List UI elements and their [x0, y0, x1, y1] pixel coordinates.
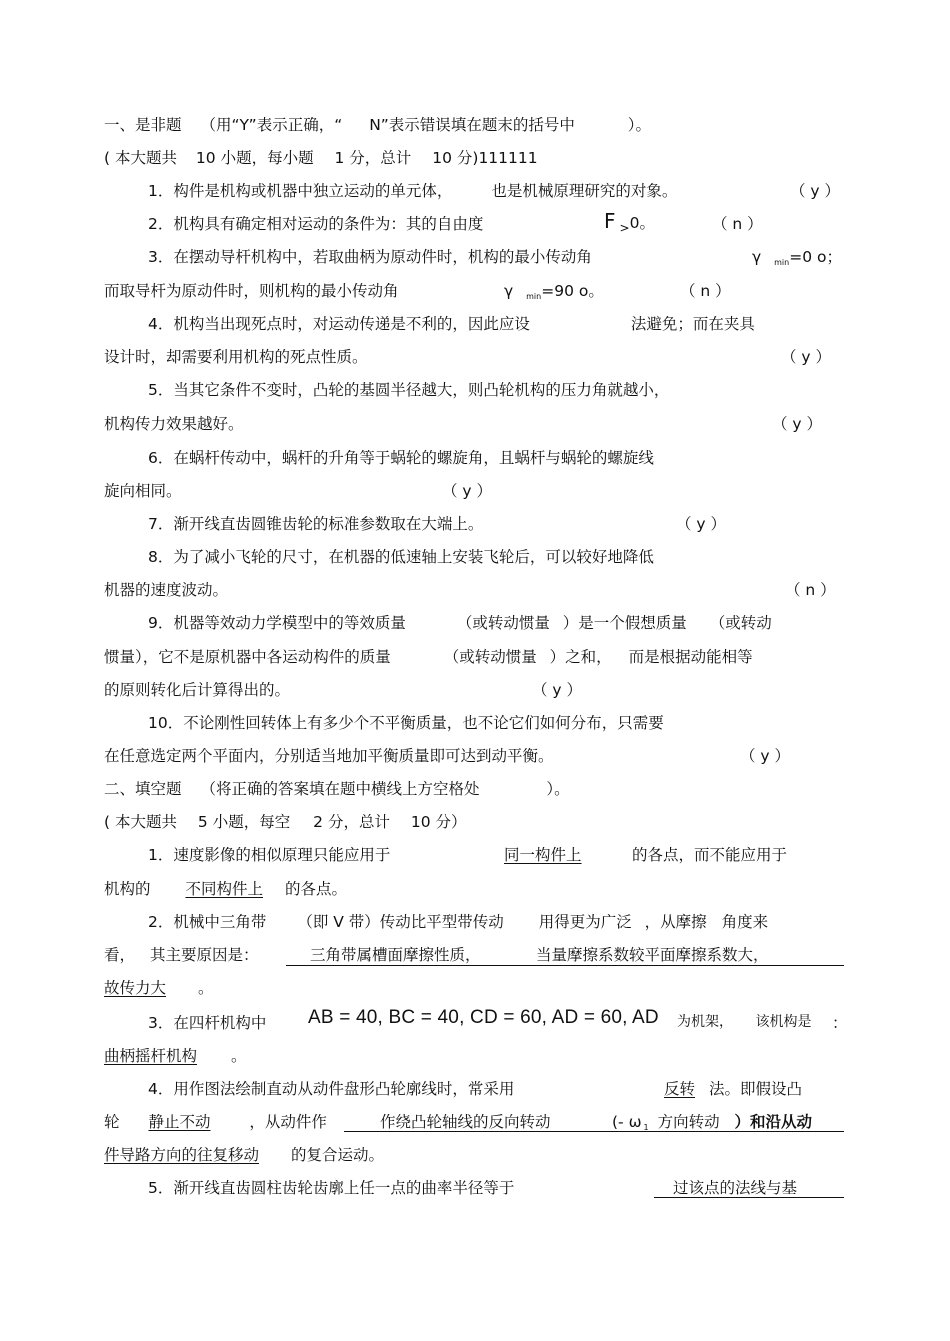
- section1-heading: 一、是非题 （用“Y”表示正确，“ N”表示错误填在题末的括号中 ）。: [104, 116, 652, 134]
- question-10-line2: 在任意选定两个平面内，分别适当地加平衡质量即可达到动平衡。: [104, 747, 554, 765]
- section1-title: 一、是非题: [104, 116, 182, 134]
- question-9-line3: 的原则转化后计算得出的。: [104, 681, 291, 699]
- linkage-lengths-formula: AB = 40, BC = 40, CD = 60, AD = 60, AD: [308, 1007, 659, 1028]
- question-4-line2: 设计时，却需要利用机构的死点性质。: [104, 348, 368, 366]
- fill-question-3: 3．在四杆机构中: [148, 1014, 267, 1032]
- fill-question-4-line2: 轮 静止不动 ，从动件作: [104, 1113, 327, 1131]
- fill-blank-2-underline: [286, 965, 844, 966]
- fill-question-1-line2: 机构的 不同构件上 的各点。: [104, 880, 347, 898]
- answer-7: （ y ）: [676, 515, 727, 533]
- min-angle-1: γ $_{min}$=0 o；: [752, 248, 842, 267]
- answer-1: （ y ）: [790, 182, 841, 200]
- fill-question-4-line3: 件导路方向的往复移动 的复合运动。: [104, 1146, 385, 1164]
- fill-blank-2c: 故传力大: [104, 979, 167, 997]
- fill-blank-4c: 作绕凸轮轴线的反向转动: [380, 1113, 551, 1131]
- fill-blank-5: 过该点的法线与基: [673, 1179, 798, 1197]
- answer-10: （ y ）: [740, 747, 791, 765]
- answer-5: （ y ）: [772, 415, 823, 433]
- question-8: 8．为了减小飞轮的尺寸，在机器的低速轴上安装飞轮后，可以较好地降低: [148, 548, 654, 566]
- fill-blank-2a: 三角带属槽面摩擦性质，: [310, 946, 481, 964]
- fill-question-1-cont: 的各点，而不能应用于: [632, 846, 788, 864]
- question-7: 7．渐开线直齿圆锥齿轮的标准参数取在大端上。: [148, 515, 484, 533]
- question-5-line2: 机构传力效果越好。: [104, 415, 244, 433]
- section2-title: 二、填空题: [104, 780, 182, 798]
- fill-blank-2b: 当量摩擦系数较平面摩擦系数大，: [536, 946, 769, 964]
- fill-question-3-line2: 曲柄摇杆机构 。: [104, 1047, 247, 1065]
- question-6: 6．在蜗杆传动中，蜗杆的升角等于蜗轮的螺旋角，且蜗杆与蜗轮的螺旋线: [148, 449, 654, 467]
- fill-question-2-line2: 看， 其主要原因是：: [104, 946, 259, 964]
- question-8-line2: 机器的速度波动。: [104, 581, 229, 599]
- fill-question-1: 1．速度影像的相似原理只能应用于: [148, 846, 391, 864]
- dof-condition: F $_>$0。: [604, 209, 655, 235]
- question-9: 9．机器等效动力学模型中的等效质量 （或转动惯量 ）是一个假想质量 （或转动: [148, 614, 772, 632]
- fill-question-2: 2．机械中三角带 （即 V 带）传动比平型带传动 用得更为广泛 ，从摩擦 角度来: [148, 913, 769, 931]
- section2-heading: 二、填空题 （将正确的答案填在题中横线上方空格处 ）。: [104, 780, 570, 798]
- question-6-line2: 旋向相同。: [104, 482, 182, 500]
- question-3-line2: 而取导杆为原动件时，则机构的最小传动角: [104, 282, 399, 300]
- fill-blank-1a: 同一构件上: [504, 846, 582, 864]
- answer-8: （ n ）: [785, 581, 836, 599]
- fill-blank-4e: 件导路方向的往复移动: [104, 1146, 260, 1164]
- fill-question-3-cont: 为机架， 该机构是: [677, 1014, 812, 1030]
- fill-question-4: 4．用作图法绘制直动从动件盘形凸轮廓线时，常采用: [148, 1080, 515, 1098]
- fill-blank-1b: 不同构件上: [185, 880, 263, 898]
- fill-question-2-line3: 故传力大 。: [104, 979, 214, 997]
- question-9-line2: 惯量），它不是原机器中各运动构件的质量 （或转动惯量 ）之和， 而是根据动能相等: [104, 648, 753, 666]
- question-2: 2．机构具有确定相对运动的条件为：其的自由度: [148, 215, 484, 233]
- min-angle-2: γ $_{min}$=90 o。: [504, 282, 604, 301]
- answer-3: （ n ）: [680, 282, 731, 300]
- question-5: 5．当其它条件不变时，凸轮的基圆半径越大，则凸轮机构的压力角就越小，: [148, 381, 670, 399]
- question-3: 3．在摆动导杆机构中，若取曲柄为原动件时，机构的最小传动角: [148, 248, 592, 266]
- section1-info: ( 本大题共 10 小题，每小题 1 分，总计 10 分)111111: [104, 149, 538, 167]
- fill-blank-3: 曲柄摇杆机构: [104, 1047, 198, 1065]
- section2-info: ( 本大题共 5 小题，每空 2 分，总计 10 分）: [104, 813, 467, 831]
- question-4: 4．机构当出现死点时，对运动传递是不利的，因此应设 法避免；而在夹具: [148, 315, 755, 333]
- fill-blank-4b: 静止不动: [148, 1113, 211, 1131]
- question-10: 10．不论刚性回转体上有多少个不平衡质量，也不论它们如何分布，只需要: [148, 714, 664, 732]
- answer-4: （ y ）: [781, 348, 832, 366]
- answer-2: （ n ）: [712, 215, 763, 233]
- answer-6: （ y ）: [442, 482, 493, 500]
- fill-blank-4a: 反转 法。即假设凸: [664, 1080, 803, 1098]
- fill-question-5: 5．渐开线直齿圆柱齿轮齿廓上任一点的曲率半径等于: [148, 1179, 515, 1197]
- fill-question-3-colon: ：: [832, 1014, 848, 1032]
- question-1: 1．构件是机构或机器中独立运动的单元体， 也是机械原理研究的对象。: [148, 182, 678, 200]
- answer-9: （ y ）: [532, 681, 583, 699]
- fill-blank-4d: (- ω $_1$ 方向转动 ）和沿从动: [612, 1113, 813, 1132]
